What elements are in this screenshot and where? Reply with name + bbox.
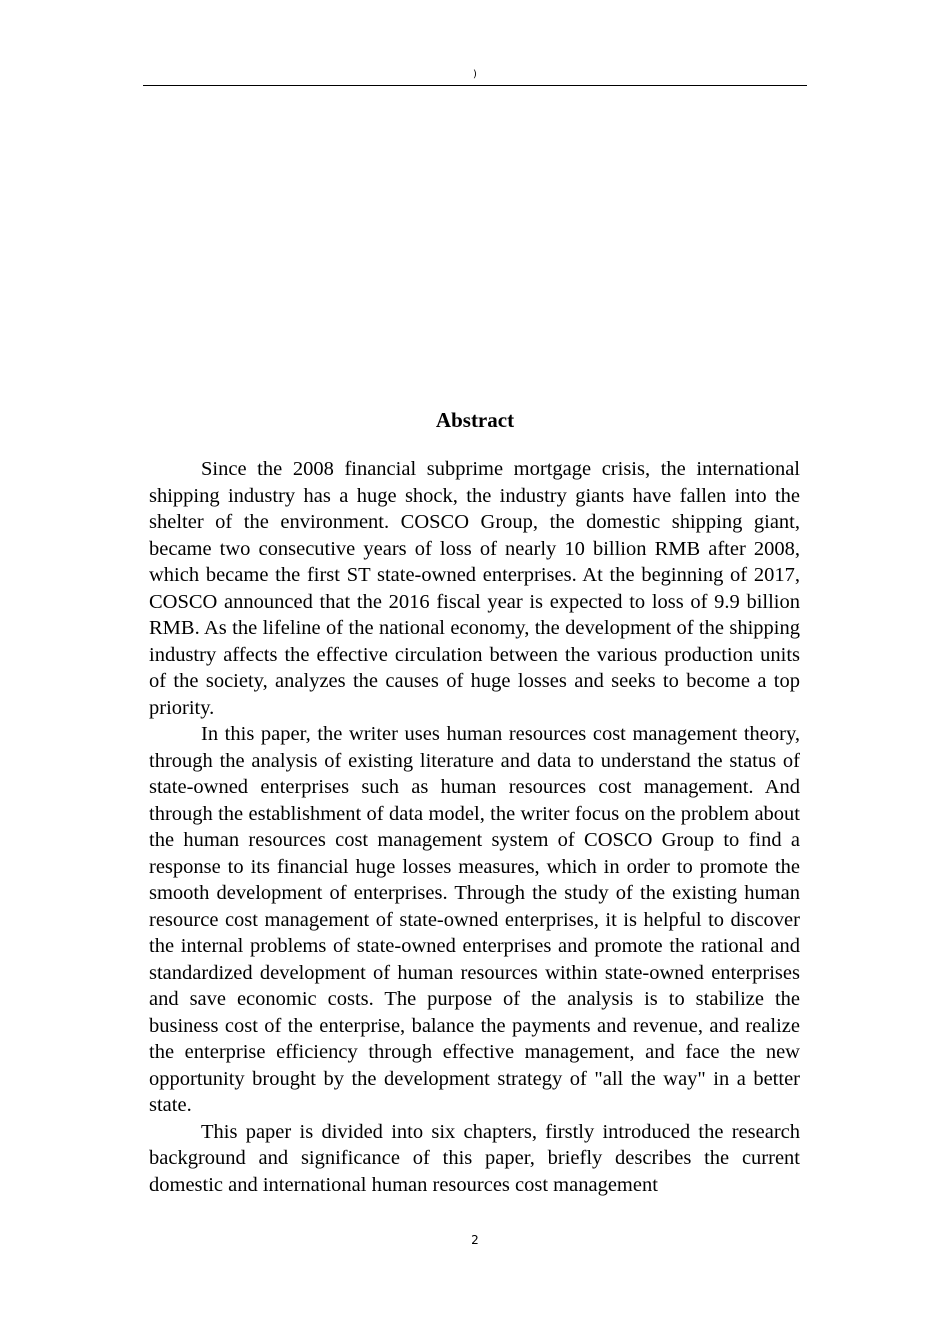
page-number: 2 <box>471 1233 479 1247</box>
abstract-paragraph-3: This paper is divided into six chapters, firstly introduced the research background and significance of this paper, briefly describes the current domestic and international human resources cost management <box>149 1120 800 1196</box>
header-mark: ) <box>473 69 477 80</box>
abstract-paragraph-1: Since the 2008 financial subprime mortgage crisis, the international shipping industry has a huge shock, the industry giants have fallen into the shelter of the environment. COSCO Group, the domestic shipping giant, became two consecutive years of loss of nearly 10 billion RMB after 2008, which became the first ST state-owned enterprises. At the beginning of 2017, COSCO announced that the 2016 fiscal year is expected to loss of 9.9 billion RMB. As the lifeline of the national economy, the development of the shipping industry affects the effective circulation between the various production units of the society, analyzes the causes of huge losses and seeks to become a top priority. <box>149 458 800 719</box>
abstract-paragraph-2: In this paper, the writer uses human resources cost management theory, through the analysis of existing literature and data to understand the status of state-owned enterprises such as human resources cost management. And through the establishment of data model, the writer focus on the problem about the human resources cost management system of COSCO Group to find a response to its financial huge losses measures, which in order to promote the smooth development of enterprises. Through the study of the existing human resource cost management of state-owned enterprises, it is helpful to discover the internal problems of state-owned enterprises and promote the rational and standardized development of human resources within state-owned enterprises and save economic costs. The purpose of the analysis is to stabilize the business cost of the enterprise, balance the payments and revenue, and realize the enterprise efficiency through effective management, and face the new opportunity brought by the development strategy of "all the way" in a better state. <box>149 723 800 1116</box>
abstract-body <box>149 456 800 1198</box>
header-rule <box>143 85 807 86</box>
abstract-title: Abstract <box>435 408 515 432</box>
